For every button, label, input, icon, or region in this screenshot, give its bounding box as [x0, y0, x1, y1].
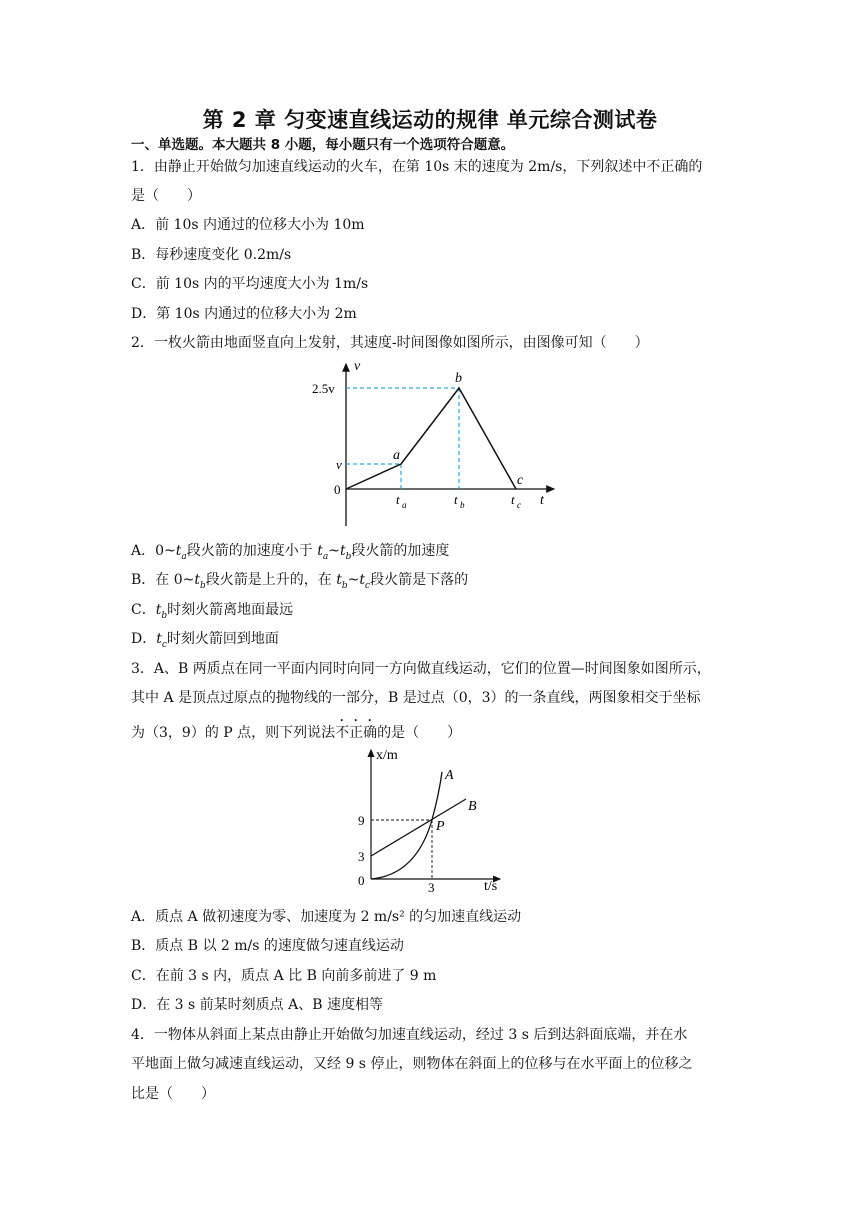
section-heading: 一、单选题。本大题共 8 小题，每小题只有一个选项符合题意。: [131, 137, 515, 153]
q2-option-a: A．$0\sim t_a$段火箭的加速度小于 $t_a\sim t_b$段火箭的加速度: [131, 543, 450, 562]
q2-y-tick-top: 2.5v: [312, 381, 335, 396]
q2-y-tick-v: v: [336, 457, 342, 472]
q2-x-tick-tb-sub: b: [460, 500, 465, 510]
q3-label-a: A: [445, 768, 454, 783]
q3-label-b: B: [468, 799, 477, 814]
q2-velocity-line: [346, 388, 516, 489]
page-title: 第 2 章 匀变速直线运动的规律 单元综合测试卷: [202, 108, 658, 132]
q2-x-axis-label: t: [540, 493, 544, 508]
q2-x-tick-ta: t: [396, 492, 400, 507]
q3-option-a: A．质点 A 做初速度为零、加速度为 2 m/s² 的匀加速直线运动: [131, 909, 522, 925]
q3-stem-line2: 其中 A 是顶点过原点的抛物线的一部分，B 是过点（0，3）的一条直线，两图象相交于坐标: [131, 690, 701, 706]
q1-option-d: D．第 10s 内通过的位移大小为 2m: [131, 306, 357, 322]
q1-option-c: C．前 10s 内的平均速度大小为 1m/s: [131, 276, 369, 292]
q3-xt-graph: [338, 744, 518, 894]
q2-point-a: a: [393, 448, 400, 463]
q3-origin-label: 0: [358, 873, 365, 888]
q1-stem-line2: 是（ ）: [131, 188, 201, 204]
q2-origin-label: 0: [334, 482, 341, 497]
q1-option-b: B．每秒速度变化 0.2m/s: [131, 247, 292, 263]
q1-option-a: A．前 10s 内通过的位移大小为 10m: [131, 217, 365, 233]
q3-y-axis-label: x/m: [376, 748, 398, 763]
q3-label-p: P: [436, 819, 445, 834]
q3-option-c: C．在前 3 s 内，质点 A 比 B 向前多前进了 9 m: [131, 968, 437, 984]
q3-y-tick-9: 9: [358, 813, 365, 828]
q3-emphasis-not-correct: 不正确: [335, 725, 378, 741]
q3-y-tick-3: 3: [358, 849, 365, 864]
q2-x-tick-tc-sub: c: [517, 500, 521, 510]
q3-option-b: B．质点 B 以 2 m/s 的速度做匀速直线运动: [131, 938, 404, 954]
q3-line-b: [371, 799, 466, 856]
q2-point-c: c: [517, 473, 524, 488]
q2-point-b: b: [455, 371, 462, 386]
q4-stem-line3: 比是（ ）: [131, 1086, 215, 1102]
q2-vt-graph: [300, 358, 562, 530]
q3-x-axis-label: t/s: [484, 879, 498, 894]
q1-stem-line1: 1．由静止开始做匀加速直线运动的火车，在第 10s 末的速度为 2m/s，下列叙述中不正确的: [131, 159, 703, 175]
q2-option-c: C．$t_b$时刻火箭离地面最远: [131, 602, 294, 621]
q3-stem-line1: 3．A、B 两质点在同一平面内同时向同一方向做直线运动，它们的位置—时间图象如图所示，: [131, 661, 711, 677]
q2-option-b: B．在 $0\sim t_b$段火箭是上升的，在 $t_b\sim t_c$段火箭是下落的: [131, 572, 469, 591]
q2-x-tick-tb: t: [454, 492, 458, 507]
q4-stem-line1: 4．一物体从斜面上某点由静止开始做匀加速直线运动，经过 3 s 后到达斜面底端，并在水: [131, 1027, 688, 1043]
q2-x-tick-tc: t: [511, 492, 515, 507]
q2-x-tick-ta-sub: a: [402, 500, 407, 510]
q3-x-tick-3: 3: [428, 880, 435, 894]
q2-option-d: D．$t_c$时刻火箭回到地面: [131, 631, 279, 650]
q2-stem: 2．一枚火箭由地面竖直向上发射，其速度-时间图像如图所示，由图像可知（ ）: [131, 335, 649, 351]
q3-stem-line3: 为（3，9）的 P 点，则下列说法不正确的是（ ）: [131, 725, 462, 741]
q4-stem-line2: 平地面上做匀减速直线运动，又经 9 s 停止，则物体在斜面上的位移与在水平面上的位移之: [131, 1056, 693, 1072]
q3-option-d: D．在 3 s 前某时刻质点 A、B 速度相等: [131, 997, 383, 1013]
q2-y-axis-label: v: [354, 359, 361, 374]
q3-curve-a: [371, 772, 442, 879]
